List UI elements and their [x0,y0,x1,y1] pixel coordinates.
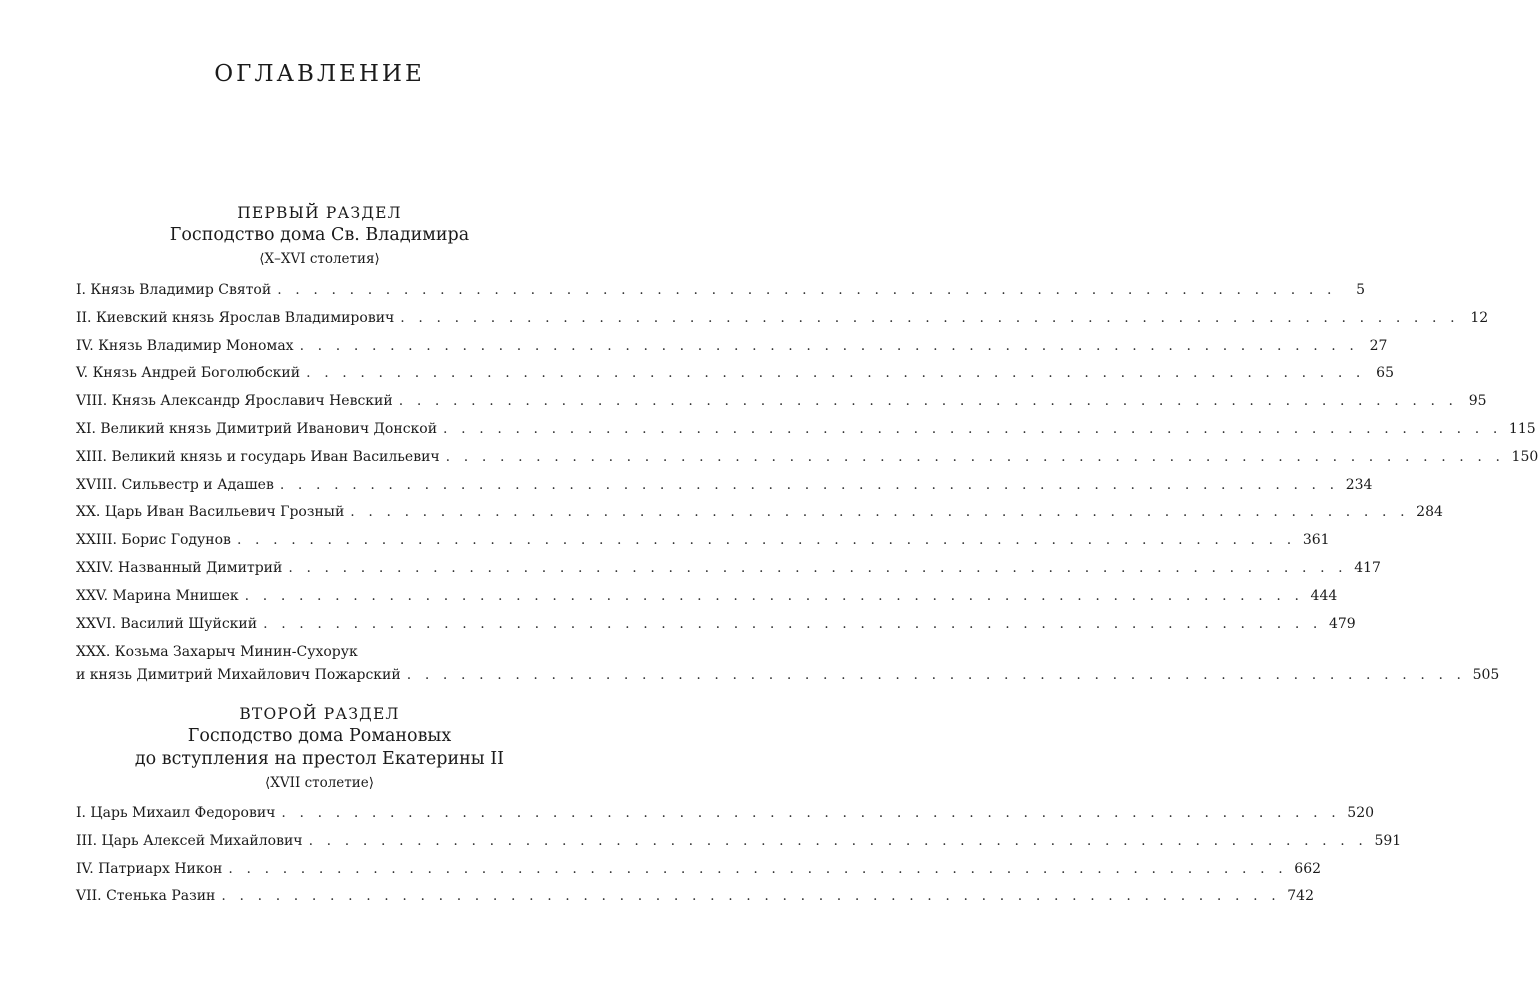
toc-entry-page: 95 [1468,393,1487,410]
toc-entry[interactable] [76,611,1356,639]
toc-entry-page: 284 [1416,504,1443,521]
toc-entry-title: I. Царь Михаил Федорович [76,805,276,821]
dot-leader: . . . . . . . . . . . . . . . . . . . . . . . . . . . . . . . . . . . . . . . . . . . . . . . . . . . . . . . . . . . [279,476,1339,493]
page-title: ОГЛАВЛЕНИЕ [214,61,425,87]
toc-entry[interactable] [76,277,1366,305]
section1-label: ПЕРВЫЙ РАЗДЕЛ [237,204,402,222]
toc-entry-title: VIII. Князь Александр Ярославич Невский [76,393,393,410]
toc-entry[interactable] [76,388,1487,416]
dot-leader: . . . . . . . . . . . . . . . . . . . . . . . . . . . . . . . . . . . . . . . . . . . . . . . . . . . . . . . . . . . [236,532,1296,549]
section1-title: Господство дома Св. Владимира [169,225,470,245]
toc-entry-title: XXIII. Борис Годунов [76,532,231,549]
toc-entry-title: XX. Царь Иван Васильевич Грозный [76,504,345,521]
toc-entry-title: XXV. Марина Мнишек [76,587,239,604]
toc-entry[interactable] [76,828,1402,856]
dot-leader: . . . . . . . . . . . . . . . . . . . . . . . . . . . . . . . . . . . . . . . . . . . . . . . . . . . . . . . . . . . [228,860,1288,877]
section2-period: ⟨XVII столетие⟩ [264,775,375,791]
toc-entry-title: II. Киевский князь Ярослав Владимирович [76,309,395,326]
toc-entry[interactable] [76,583,1338,611]
section2-title-line1: Господство дома Романовых [187,726,452,746]
toc-entry-page: 479 [1328,615,1356,632]
toc-entry-page: 662 [1294,860,1322,877]
toc-entry-title: XI. Великий князь Димитрий Иванович Донской [76,420,438,437]
toc-entry[interactable] [76,333,1388,361]
toc-entry[interactable] [76,416,1536,444]
toc-entry[interactable] [76,444,1538,472]
toc-entry[interactable] [76,883,1314,911]
toc-entry-page: 742 [1287,888,1314,905]
toc-entry-page: 12 [1470,309,1489,326]
toc-entry-title: I. Князь Владимир Святой [76,282,272,298]
toc-entry-page: 520 [1347,805,1375,821]
toc-entry[interactable] [76,800,1375,828]
dot-leader: . . . . . . . . . . . . . . . . . . . . . . . . . . . . . . . . . . . . . . . . . . . . . . . . . . . . . . . . . . . [277,282,1337,298]
toc-entry-page: 115 [1508,420,1536,437]
toc-entry-page: 5 [1356,282,1366,298]
dot-leader: . . . . . . . . . . . . . . . . . . . . . . . . . . . . . . . . . . . . . . . . . . . . . . . . . . . . . . . . . . . [299,337,1359,354]
toc-entry-page: 444 [1310,587,1338,604]
toc-entry[interactable] [76,555,1381,583]
toc-entry-page: 150 [1511,448,1538,465]
toc-entry-page: 65 [1376,365,1394,382]
dot-leader: . . . . . . . . . . . . . . . . . . . . . . . . . . . . . . . . . . . . . . . . . . . . . . . . . . . . . . . . . . . [288,559,1348,576]
dot-leader: . . . . . . . . . . . . . . . . . . . . . . . . . . . . . . . . . . . . . . . . . . . . . . . . . . . . . . . . . . . [308,832,1368,849]
toc-entry[interactable] [76,360,1394,388]
dot-leader: . . . . . . . . . . . . . . . . . . . . . . . . . . . . . . . . . . . . . . . . . . . . . . . . . . . . . . . . . . . [445,448,1505,465]
dot-leader: . . . . . . . . . . . . . . . . . . . . . . . . . . . . . . . . . . . . . . . . . . . . . . . . . . . . . . . . . . . [221,888,1281,905]
toc-entry-title: III. Царь Алексей Михайлович [76,832,303,849]
toc-entry[interactable] [76,499,1443,527]
toc-entry-page: 591 [1374,832,1402,849]
dot-leader: . . . . . . . . . . . . . . . . . . . . . . . . . . . . . . . . . . . . . . . . . . . . . . . . . . . . . . . . . . . [406,667,1466,684]
toc-entry[interactable] [76,527,1330,555]
section2-title-line2: до вступления на престол Екатерины II [134,749,505,769]
dot-leader: . . . . . . . . . . . . . . . . . . . . . . . . . . . . . . . . . . . . . . . . . . . . . . . . . . . . . . . . . . . [443,420,1502,437]
toc-entry-title: XIII. Великий князь и государь Иван Васильевич [76,448,440,465]
toc-entry-page: 27 [1369,337,1388,354]
toc-entry[interactable] [76,472,1373,500]
dot-leader: . . . . . . . . . . . . . . . . . . . . . . . . . . . . . . . . . . . . . . . . . . . . . . . . . . . . . . . . . . . [398,393,1458,410]
toc-entry-title: IV. Патриарх Никон [76,860,223,877]
section2-toc [76,800,1402,911]
section1-toc [76,277,1538,687]
section2-heading [0,703,639,793]
dot-leader: . . . . . . . . . . . . . . . . . . . . . . . . . . . . . . . . . . . . . . . . . . . . . . . . . . . . . . . . . . . [244,587,1304,604]
section1-heading [0,202,639,269]
toc-entry[interactable] [76,638,1500,687]
toc-entry-title: XVIII. Сильвестр и Адашев [76,476,274,493]
toc-entry-title: VII. Стенька Разин [76,888,216,905]
section1-period: ⟨X–XVI столетия⟩ [259,251,380,267]
toc-entry-title: IV. Князь Владимир Мономах [76,337,294,354]
toc-entry-title: V. Князь Андрей Боголюбский [76,365,301,382]
dot-leader: . . . . . . . . . . . . . . . . . . . . . . . . . . . . . . . . . . . . . . . . . . . . . . . . . . . . . . . . . . . [400,309,1460,326]
toc-entry-page: 361 [1302,532,1330,549]
dot-leader: . . . . . . . . . . . . . . . . . . . . . . . . . . . . . . . . . . . . . . . . . . . . . . . . . . . . . . . . . . . [350,504,1410,521]
toc-entry-title-line1: XXX. Козьма Захарыч Минин-Сухорук [76,644,358,661]
toc-entry-page: 234 [1345,476,1373,493]
toc-entry-title: XXVI. Василий Шуйский [76,615,258,632]
toc-entry[interactable] [76,856,1322,884]
dot-leader: . . . . . . . . . . . . . . . . . . . . . . . . . . . . . . . . . . . . . . . . . . . . . . . . . . . . . . . . . . . [281,805,1341,821]
dot-leader: . . . . . . . . . . . . . . . . . . . . . . . . . . . . . . . . . . . . . . . . . . . . . . . . . . . . . . . . . . . [263,615,1322,632]
toc-entry-page: 505 [1472,667,1500,684]
toc-entry[interactable] [76,305,1489,333]
dot-leader: . . . . . . . . . . . . . . . . . . . . . . . . . . . . . . . . . . . . . . . . . . . . . . . . . . . . . . . . . . . [306,365,1365,382]
section2-label: ВТОРОЙ РАЗДЕЛ [239,705,400,723]
toc-entry-title-line2: и князь Димитрий Михайлович Пожарский [76,667,401,684]
toc-entry-page: 417 [1354,559,1381,576]
toc-entry-title: XXIV. Названный Димитрий [76,559,283,576]
